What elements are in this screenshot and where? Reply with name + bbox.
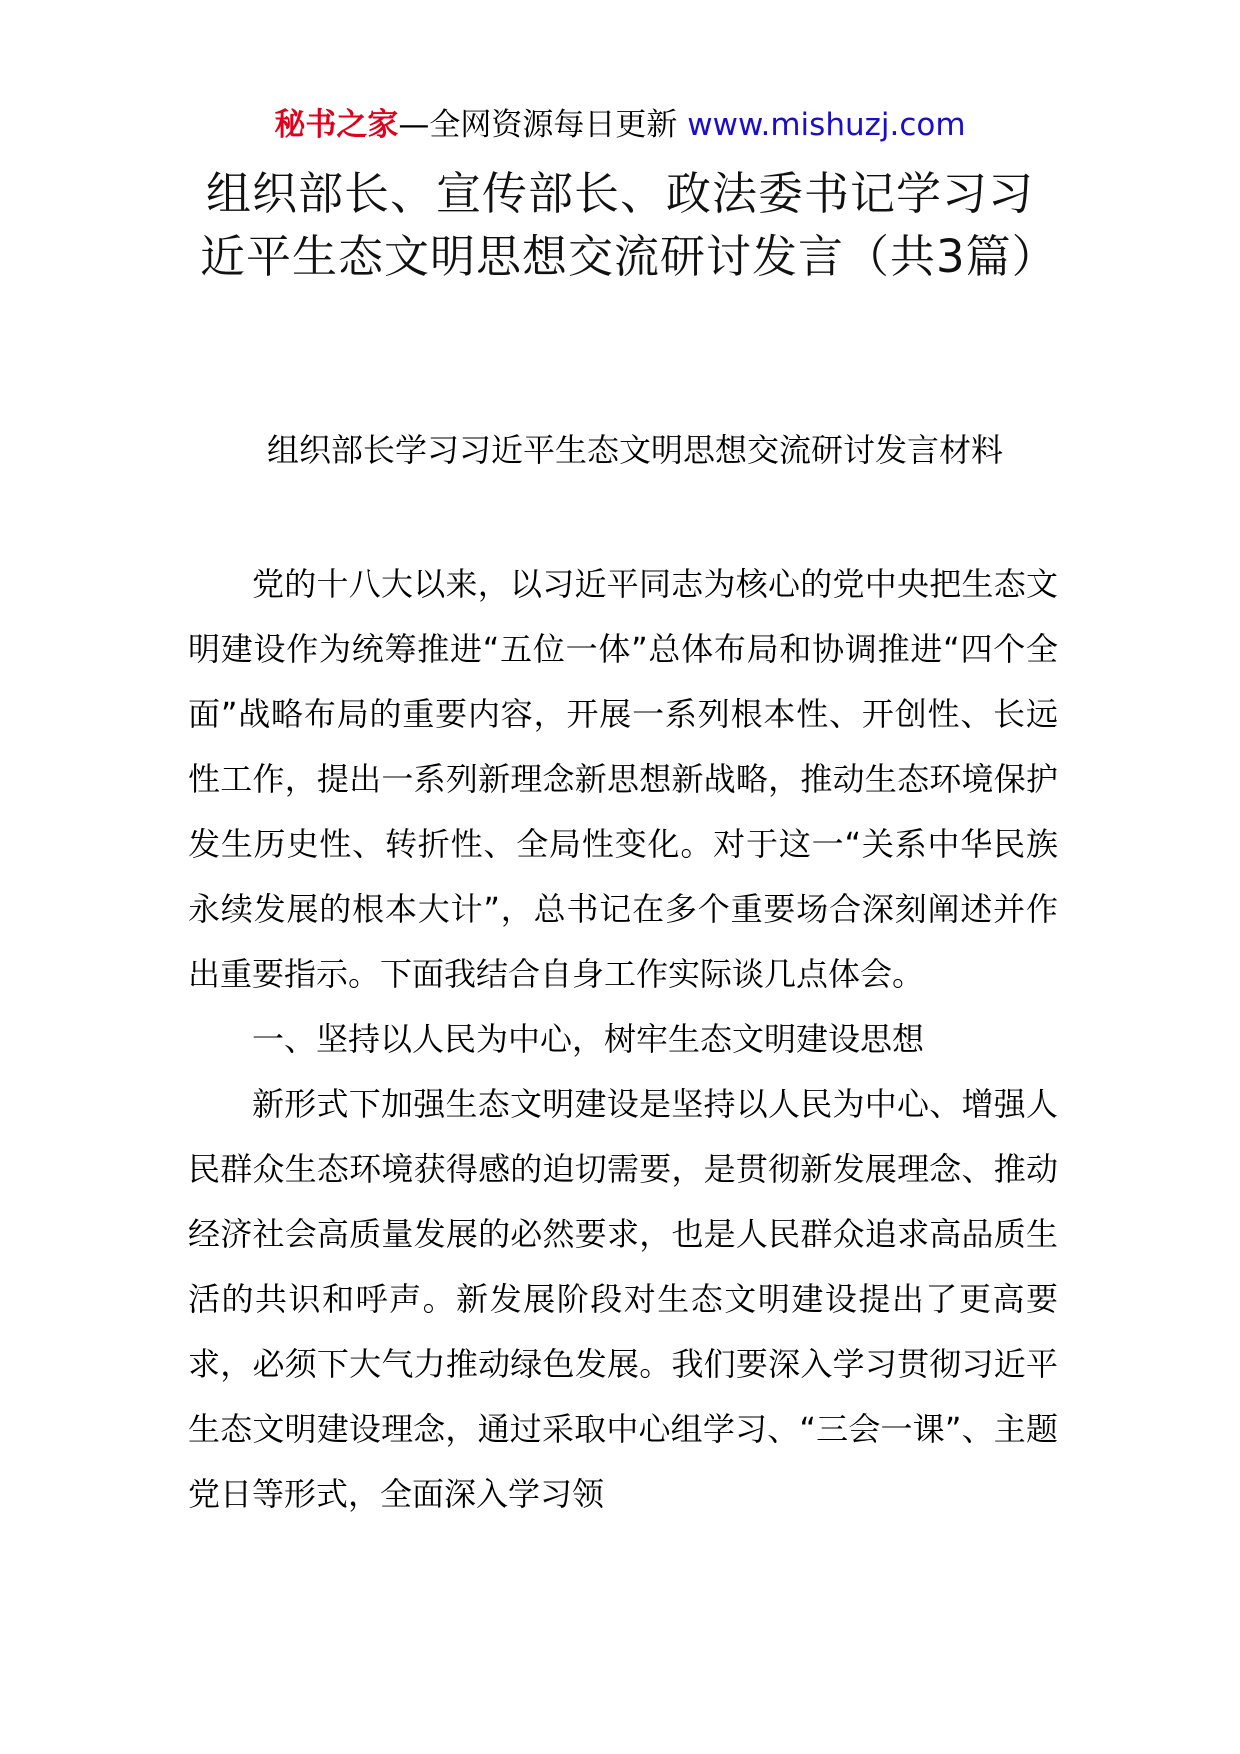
body-paragraph-1: 党的十八大以来，以习近平同志为核心的党中央把生态文明建设作为统筹推进“五位一体”总体布局和协调推进“四个全面”战略布局的重要内容，开展一系列根本性、开创性、长远性工作，提出一系列新理念新思想新战略，推动生态环境保护发生历史性、转折性、全局性变化。对于这一“关系中华民族永续发展的根本大计”，总书记在多个重要场合深刻阐述并作出重要指示。下面我结合自身工作实际谈几点体会。	[188, 565, 1058, 993]
document-title: 组织部长、宣传部长、政法委书记学习习近平生态文明思想交流研讨发言（共3篇）	[200, 167, 1058, 283]
site-url-link[interactable]: www.mishuzj.com	[687, 107, 966, 143]
document-body	[188, 552, 1058, 1527]
body-paragraph-2: 新形式下加强生态文明建设是坚持以人民为中心、增强人民群众生态环境获得感的迫切需要，是贯彻新发展理念、推动经济社会高质量发展的必然要求，也是人民群众追求高品质生活的共识和呼声。新发展阶段对生态文明建设提出了更高要求，必须下大气力推动绿色发展。我们要深入学习贯彻习近平生态文明建设理念，通过采取中心组学习、“三会一课”、主题党日等形式，全面深入学习领	[188, 1085, 1058, 1513]
document-subtitle: 组织部长学习习近平生态文明思想交流研讨发言材料	[266, 431, 1003, 469]
site-header	[0, 100, 1240, 150]
brand-name: 秘书之家	[274, 107, 399, 143]
header-tagline: —全网资源每日更新	[398, 107, 688, 143]
section-heading-1: 一、坚持以人民为中心，树牢生态文明建设思想	[252, 1020, 925, 1058]
